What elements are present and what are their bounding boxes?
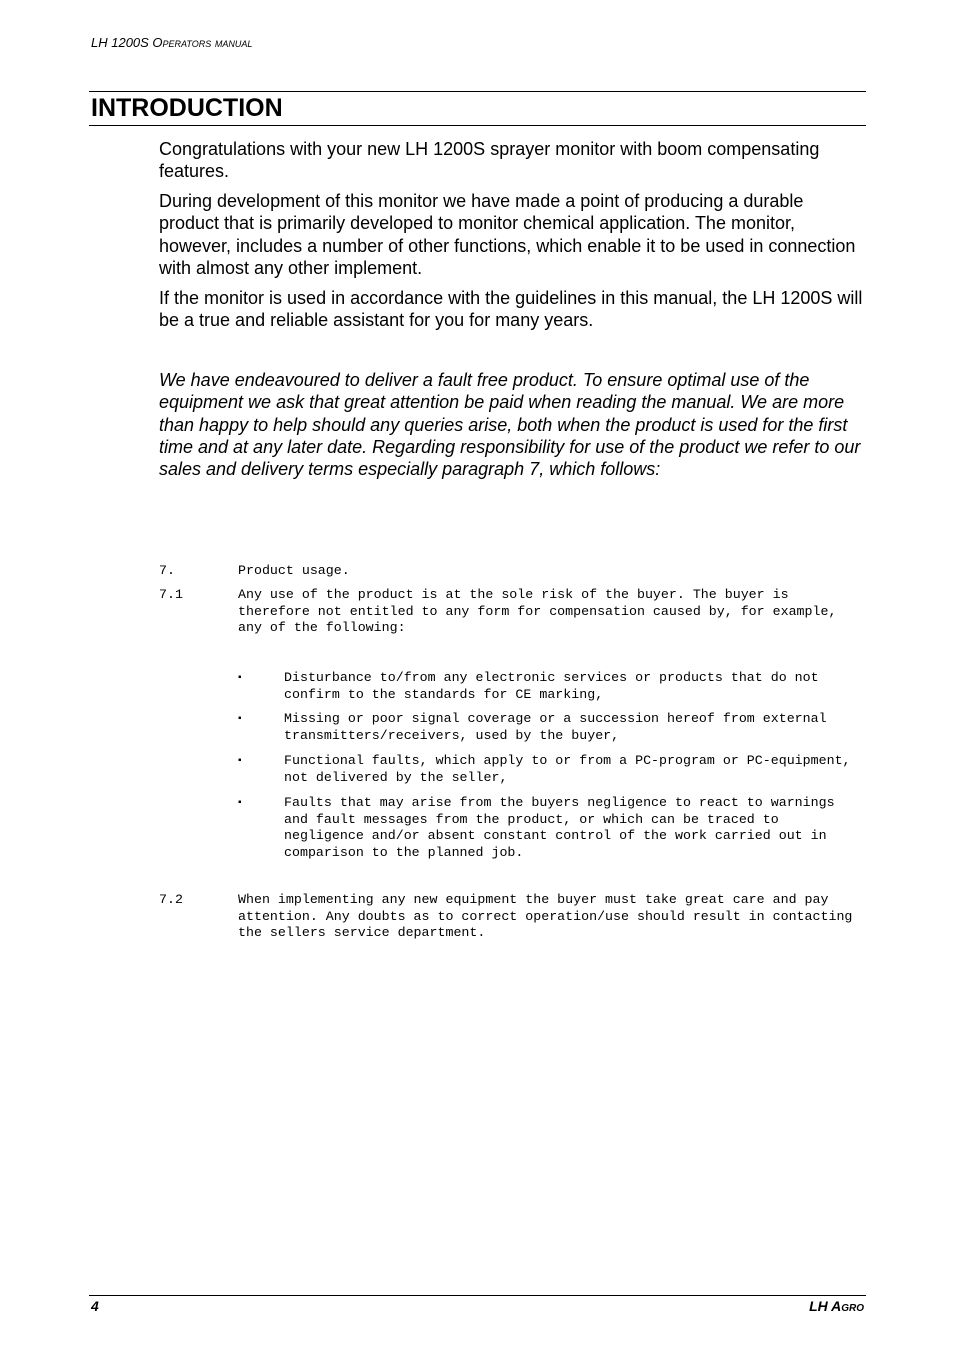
header-manual: perators manual bbox=[162, 35, 253, 50]
title-rule-bottom bbox=[89, 125, 866, 126]
section-7-number: 7. bbox=[159, 563, 175, 578]
page-title: INTRODUCTION bbox=[91, 94, 283, 122]
bullet-icon: ▪ bbox=[238, 755, 242, 766]
bullet-item-1: Disturbance to/from any electronic services or products that do not confirm to the standards for CE marking, bbox=[284, 670, 819, 702]
bullet-icon: ▪ bbox=[238, 797, 242, 808]
footer-brand bbox=[809, 1298, 864, 1314]
section-7-2-text: When implementing any new equipment the buyer must take great care and pay attention. Any doubts as to correct operation/use should result in contacting the sellers service department. bbox=[238, 892, 861, 941]
footer-brand-lh: LH A bbox=[809, 1298, 842, 1314]
page-number: 4 bbox=[91, 1298, 99, 1314]
section-7-2-number: 7.2 bbox=[159, 892, 183, 907]
footer-rule bbox=[89, 1295, 866, 1296]
paragraph-congratulations: Congratulations with your new LH 1200S sprayer monitor with boom compensating features. bbox=[159, 139, 820, 182]
bullet-item-2: Missing or poor signal coverage or a succession hereof from external transmitters/receivers, used by the buyer, bbox=[284, 711, 827, 743]
bullet-icon: ▪ bbox=[238, 713, 242, 724]
section-7-text: Product usage. bbox=[238, 563, 350, 578]
header-model: LH 1200S O bbox=[91, 35, 163, 50]
bullet-item-4: Faults that may arise from the buyers negligence to react to warnings and fault messages from the product, or which can be traced to negligence and/or absent constant control of the work carried out in comparison to the planned job. bbox=[284, 795, 835, 860]
section-7-1-number: 7.1 bbox=[159, 587, 183, 602]
bullet-item-3: Functional faults, which apply to or from a PC-program or PC-equipment, not delivered by the seller, bbox=[284, 753, 851, 785]
paragraph-development: During development of this monitor we have made a point of producing a durable product that is primarily developed to monitor chemical application. The monitor, however, includes a number of other functions, which enable it to be used in connection with almost any other implement. bbox=[159, 191, 856, 278]
bullet-icon: ▪ bbox=[238, 672, 242, 683]
paragraph-guidelines: If the monitor is used in accordance with the guidelines in this manual, the LH 1200S will be a true and reliable assistant for you for many years. bbox=[159, 288, 863, 331]
footer-brand-sc: gro bbox=[841, 1298, 864, 1314]
section-7-1-text: Any use of the product is at the sole risk of the buyer. The buyer is therefore not entitled to any form for compensation caused by, for example, any of the following: bbox=[238, 587, 845, 636]
running-header bbox=[91, 35, 252, 50]
italic-note: We have endeavoured to deliver a fault free product. To ensure optimal use of the equipment we ask that great attention be paid when reading the manual. We are more than happy to help should any queries arise, both when the product is used for the first time and at any later date. Regarding responsibility for use of the product we refer to our sales and delivery terms especially paragraph 7, which follows: bbox=[159, 370, 861, 480]
